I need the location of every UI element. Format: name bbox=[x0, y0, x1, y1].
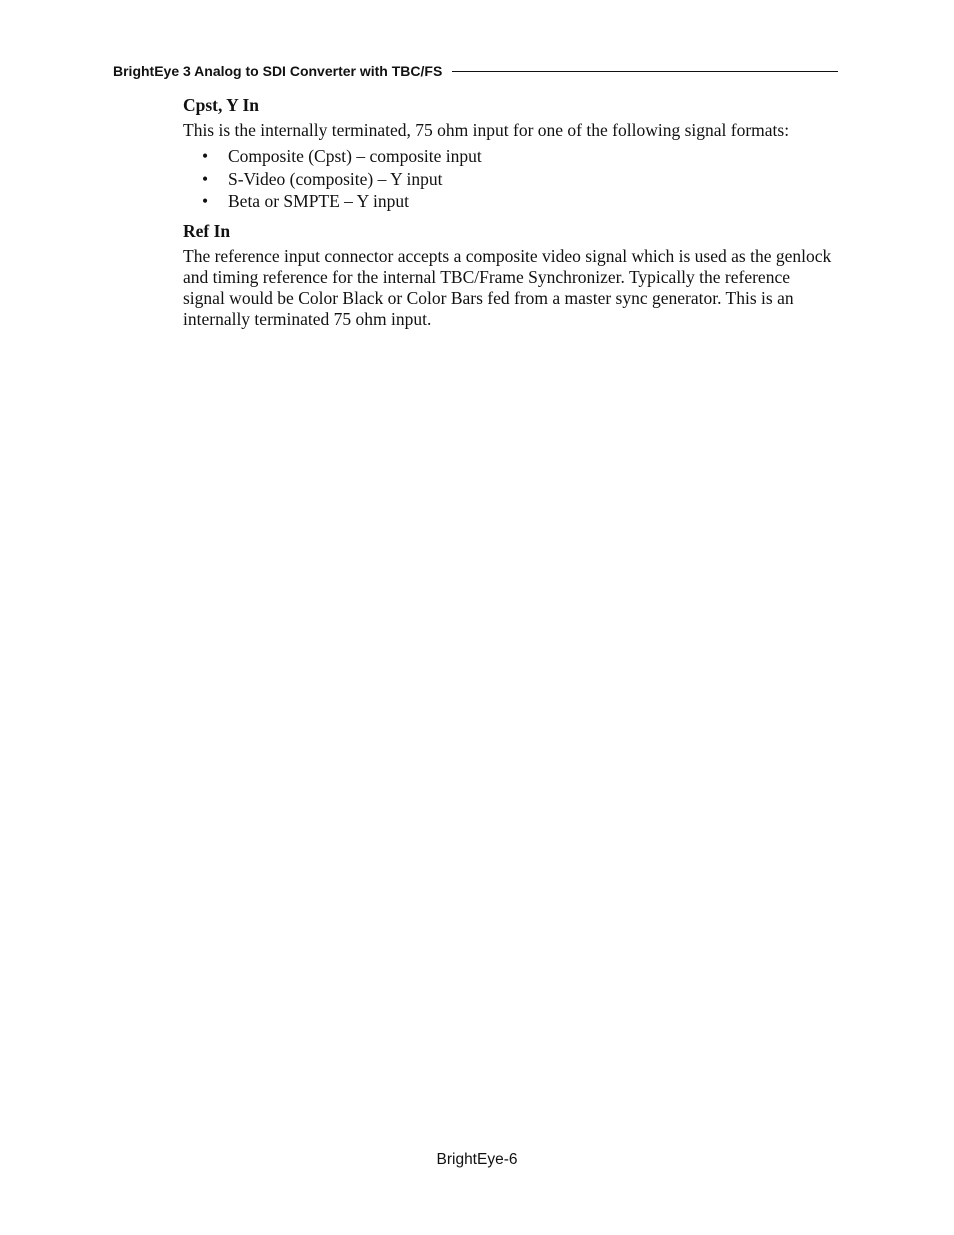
section-paragraph: This is the internally terminated, 75 ohm input for one of the following signal formats: bbox=[183, 120, 790, 140]
bullet-icon: • bbox=[202, 168, 209, 189]
list-item-text: Composite (Cpst) – composite input bbox=[228, 146, 482, 166]
page-content bbox=[183, 95, 833, 335]
running-header bbox=[113, 62, 838, 80]
page-number: BrightEye-6 bbox=[436, 1151, 518, 1168]
bullet-icon: • bbox=[202, 191, 209, 211]
document-title: BrightEye 3 Analog to SDI Converter with TBC/FS bbox=[113, 63, 443, 79]
section-cpst-y-in bbox=[183, 95, 833, 212]
list-item bbox=[183, 146, 833, 167]
section-paragraph: The reference input connector accepts a composite video signal which is used as the genlock and timing reference for the internal TBC/Frame Synchronizer. Typically the reference signal would be Color Black or Color Bars fed from a master sync generator. This is an internally terminated 75 ohm input. bbox=[183, 246, 832, 329]
list-item bbox=[183, 169, 833, 190]
list-item bbox=[183, 191, 833, 212]
list-item-text: S-Video (composite) – Y input bbox=[228, 168, 443, 189]
section-heading: Cpst, Y In bbox=[183, 95, 260, 115]
header-rule bbox=[452, 71, 838, 72]
signal-format-list bbox=[183, 146, 833, 212]
bullet-icon: • bbox=[202, 146, 209, 166]
list-item-text: Beta or SMPTE – Y input bbox=[228, 191, 409, 211]
section-heading: Ref In bbox=[183, 221, 231, 241]
section-ref-in bbox=[183, 221, 833, 330]
